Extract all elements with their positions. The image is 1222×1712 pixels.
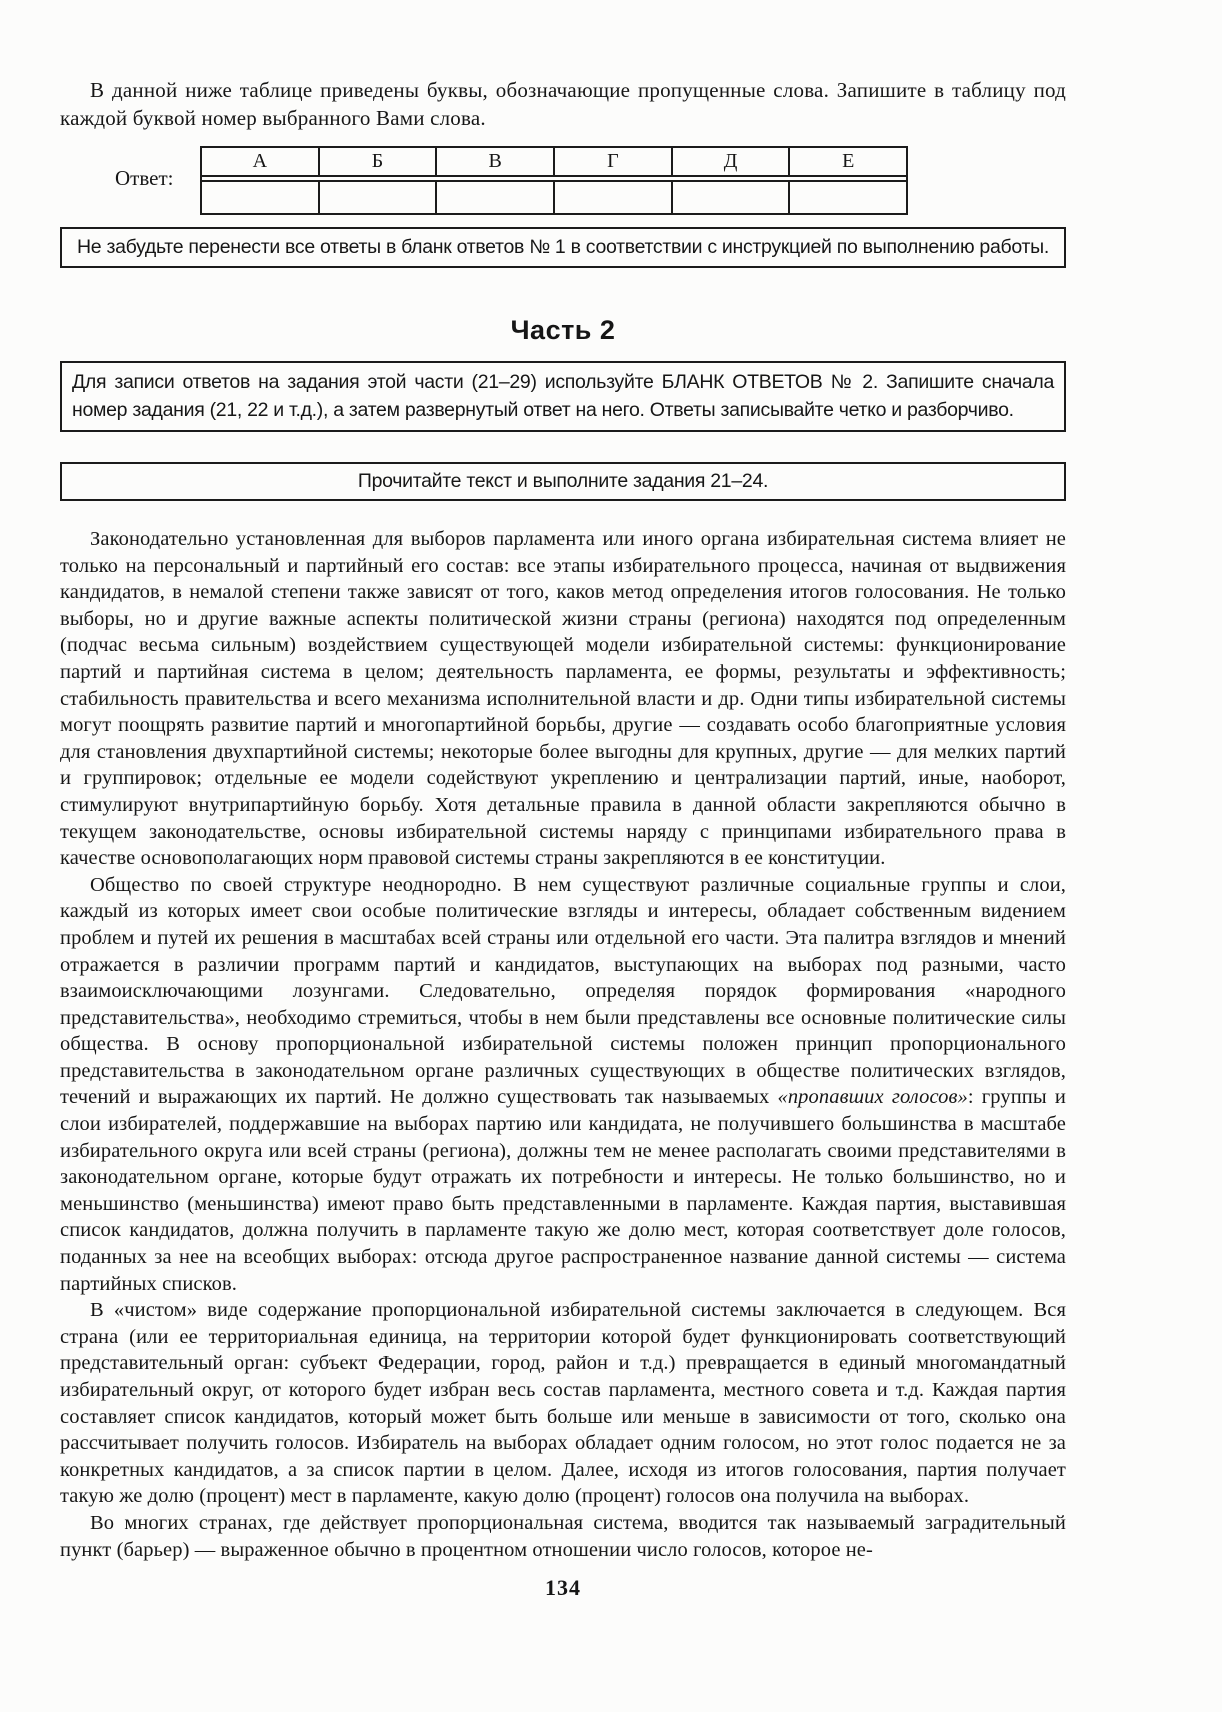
answer-column-header-b: Б	[318, 148, 436, 175]
text-paragraph-1	[60, 526, 1066, 872]
paragraph-segment: : группы и слои избирателей, поддержавшие на выборах партию или кандидата, не получившего большинства в масштабе избирательного округа или всей страны (региона), должны тем не менее располагать своими представителями в законодательном органе, которые будут отражать их потребности и интересы. Не только большинство, но и меньшинство (меньшинства) имеют право быть представленными в парламенте. Каждая партия, выставившая список кандидатов, должна получить в парламенте такую же долю мест, которая соответствует доле голосов, поданных за нее на всеобщих выборах: отсюда другое распространенное название данной системы — система партийных списков.	[60, 1086, 1066, 1295]
answer-cell-e	[788, 182, 906, 213]
answer-column-header-d: Д	[671, 148, 789, 175]
answer-cell-b	[318, 182, 436, 213]
paragraph-segment: Законодательно установленная для выборов парламента или иного органа избирательная система влияет не только на персональный и партийный его состав: все этапы избирательного процесса, начиная от выдвижения кандидатов, в немалой степени также зависят от того, каков метод определения итогов голосования. Не только выборы, но и другие важные аспекты политической жизни страны (региона) находятся под определенным (подчас весьма сильным) воздействием существующей модели избирательной системы: функционирование партий и партийная система в целом; деятельность парламента, ее формы, результаты и эффективность; стабильность правительства и всего механизма исполнительной власти и др. Одни типы избирательной системы могут поощрять развитие партий и многопартийной борьбы, другие — создавать особо благоприятные условия для становления двухпартийной системы; некоторые более выгодны для крупных, другие — для мелких партий и группировок; отдельные ее модели содействуют укреплению и централизации партий, иные, наоборот, стимулируют внутрипартийную борьбу. Хотя детальные правила в данной области закрепляются обычно в текущем законодательстве, основы избирательной системы наряду с принципами избирательного права в качестве основополагающих норм правовой системы страны закрепляются в ее конституции.	[60, 528, 1066, 870]
answer-cell-a	[202, 182, 318, 213]
answer-header-row	[202, 148, 906, 177]
answer-column-header-g: Г	[553, 148, 671, 175]
answer-label: Ответ:	[115, 166, 174, 190]
paragraph-segment: В «чистом» виде содержание пропорциональной избирательной системы заключается в следующем. Вся страна (или ее территориальная единица, на территории которой будет функционировать соответствующий представительный орган: субъект Федерации, город, район и т.д.) превращается в единый многомандатный избирательный округ, от которого будет избран весь состав парламента, местного совета и т.д. Каждая партия составляет список кандидатов, который может быть больше или меньше в зависимости от того, сколько она рассчитывает получить голосов. Избиратель на выборах обладает одним голосом, но этот голос подается не за конкретных кандидатов, а за список партии в целом. Далее, исходя из итогов голосования, партия получает такую же долю (процент) мест в парламенте, какую долю (процент) голосов она получила на выборах.	[60, 1299, 1066, 1508]
answer-column-header-v: В	[435, 148, 553, 175]
part2-instruction-box: Для записи ответов на задания этой части (21–29) используйте БЛАНК ОТВЕТОВ № 2. Запишите сначала номер задания (21, 22 и т.д.), а затем развернутый ответ на него. Ответы записывайте четко и разборчиво.	[60, 361, 1066, 432]
answer-column-header-e: Е	[788, 148, 906, 175]
answer-block	[60, 146, 1066, 215]
text-paragraph-3	[60, 1297, 1066, 1510]
text-paragraph-4	[60, 1510, 1066, 1563]
page-number: 134	[545, 1575, 581, 1601]
reading-passage	[60, 526, 1066, 1563]
read-text-instruction-box: Прочитайте текст и выполните задания 21–24.	[60, 462, 1066, 501]
answer-cell-g	[553, 182, 671, 213]
paragraph-segment: Во многих странах, где действует пропорциональная система, вводится так называемый заградительный пункт (барьер) — выраженное обычно в процентном отношении число голосов, которое не-	[60, 1511, 1066, 1561]
answer-cell-d	[671, 182, 789, 213]
transfer-notice-box: Не забудьте перенести все ответы в бланк ответов № 1 в соответствии с инструкцией по выполнению работы.	[60, 227, 1066, 268]
task-intro-paragraph: В данной ниже таблице приведены буквы, обозначающие пропущенные слова. Запишите в таблицу под каждой буквой номер выбранного Вами слова.	[60, 78, 1066, 130]
answer-input-row	[202, 180, 906, 213]
paragraph-segment-italic: «пропавших голосов»	[777, 1086, 968, 1109]
part2-heading: Часть 2	[510, 315, 616, 345]
answer-column-header-a: А	[252, 150, 268, 172]
answer-table	[200, 146, 908, 215]
paragraph-segment: Общество по своей структуре неоднородно. В нем существуют различные социальные группы и слои, каждый из которых имеет свои особые политические взгляды и интересы, обладает собственным видением проблем и путей их решения в масштабах всей страны или отдельной его части. Эта палитра взглядов и мнений отражается в различии программ партий и кандидатов, выступающих на выборах под разными, часто взаимоисключающими лозунгами. Следовательно, определяя порядок формирования «народного представительства», необходимо стремиться, чтобы в нем были представлены все основные политические силы общества. В основу пропорциональной избирательной системы положен принцип пропорционального представительства в законодательном органе различных существующих в обществе политических взглядов, течений и выражающих их партий. Не должно существовать так называемых	[60, 873, 1066, 1109]
answer-cell-v	[435, 182, 553, 213]
text-paragraph-2	[60, 872, 1066, 1298]
